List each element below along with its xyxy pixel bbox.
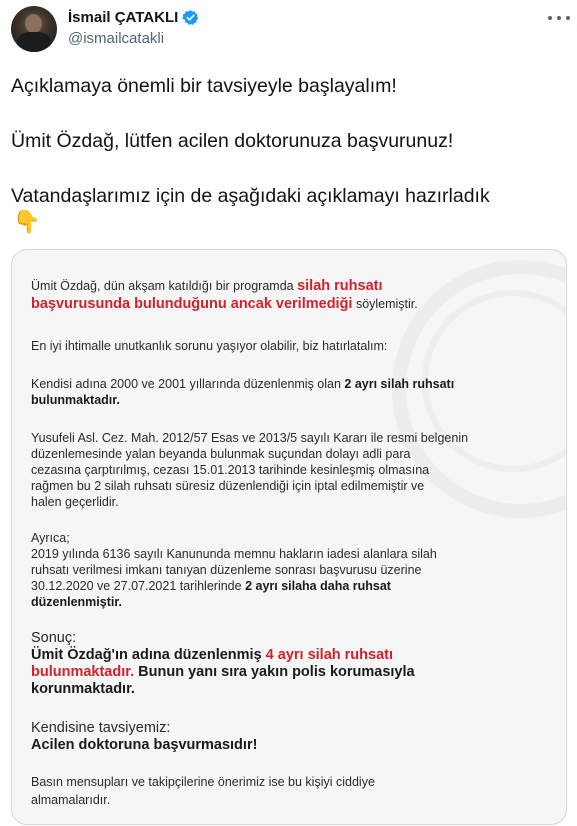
tweet-line-3: Vatandaşlarımız için de aşağıdaki açıklamayı hazırladık (11, 185, 490, 207)
para-5-line-3: ruhsatı verilmesi imkanı tanıyan düzenleme sonrası başvurusu üzerine (31, 563, 422, 577)
para-5-line-1: Ayrıca; (31, 531, 70, 545)
para-3-line-2: bulunmaktadır. (31, 393, 120, 407)
sonuc-bold: Ümit Özdağ'ın adına düzenlenmiş (31, 647, 266, 663)
sonuc-line-3: korunmaktadır. (31, 681, 135, 697)
para-5-line-5: düzenlenmiştir. (31, 595, 122, 609)
author-handle[interactable]: @ismailcatakli (68, 30, 165, 47)
para-5-line-2: 2019 yılında 6136 sayılı Kanununda memnu hakların iadesi alanlara silah (31, 547, 437, 561)
para-5-dates: 30.12.2020 ve 27.07.2021 tarihlerinde (31, 579, 246, 593)
verified-badge-icon (182, 9, 199, 26)
tavsiye-label: Kendisine tavsiyemiz: (31, 720, 171, 736)
para-1 (31, 278, 383, 294)
final-line-1: Basın mensupları ve takipçilerine önerimiz ise bu kişiyi ciddiye (31, 775, 375, 789)
para-4-line-2: düzenlemesinde yalan beyanda bulunmak suçundan dolayı adli para (31, 447, 411, 461)
para-4-line-3: cezasına çarptırılmış, cezası 15.01.2013 tarihinde kesinleşmiş olmasına (31, 463, 430, 477)
sonuc-highlight-2: bulunmaktadır. (31, 664, 135, 680)
para-1-text: Ümit Özdağ, dün akşam katıldığı bir programda (31, 279, 298, 293)
final-line-2: almamalarıdır. (31, 793, 111, 807)
avatar[interactable] (11, 6, 57, 52)
tweet-line-1: Açıklamaya önemli bir tavsiyeyle başlayalım! (11, 75, 397, 97)
para-4-line-5: halen geçerlidir. (31, 495, 119, 509)
sonuc-bold-2: Bunun yanı sıra yakın polis korumasıyla (134, 664, 415, 680)
pointing-down-emoji-icon: 👇 (13, 209, 41, 234)
para-4-line-4: rağmen bu 2 silah ruhsatı süresiz düzenlendiği için iptal edilmemiştir ve (31, 479, 425, 493)
para-5-line-4 (31, 578, 391, 594)
para-1-highlight-2: başvurusunda bulunduğunu ancak verilmediği (31, 296, 353, 312)
para-1-text-end: söylemiştir. (352, 297, 418, 311)
para-2: En iyi ihtimalle unutkanlık sorunu yaşıyor olabilir, biz hatırlatalım: (31, 339, 388, 353)
tweet-line-2: Ümit Özdağ, lütfen acilen doktorunuza başvurunuz! (11, 130, 454, 152)
para-1-highlight: silah ruhsatı (297, 278, 383, 294)
tweet-header (0, 0, 577, 60)
sonuc-line-1 (31, 647, 393, 664)
attached-image[interactable] (11, 249, 567, 825)
sonuc-label: Sonuç: (31, 630, 77, 646)
tavsiye-text: Acilen doktoruna başvurmasıdır! (31, 737, 258, 753)
sonuc-highlight: 4 ayrı silah ruhsatı (265, 647, 394, 663)
para-1-line-2 (31, 296, 418, 312)
para-5-bold: 2 ayrı silaha daha ruhsat (245, 579, 391, 593)
para-4-line-1: Yusufeli Asl. Cez. Mah. 2012/57 Esas ve 2013/5 sayılı Kararı ile resmi belgenin (31, 431, 469, 445)
author-name-row[interactable] (68, 9, 199, 26)
para-3 (31, 376, 454, 392)
author-name[interactable]: İsmail ÇATAKLI (68, 9, 179, 26)
para-3-text: Kendisi adına 2000 ve 2001 yıllarında düzenlenmiş olan (31, 377, 345, 391)
para-3-bold: 2 ayrı silah ruhsatı (344, 377, 455, 391)
more-options-icon[interactable] (548, 14, 570, 22)
sonuc-line-2 (31, 664, 415, 681)
